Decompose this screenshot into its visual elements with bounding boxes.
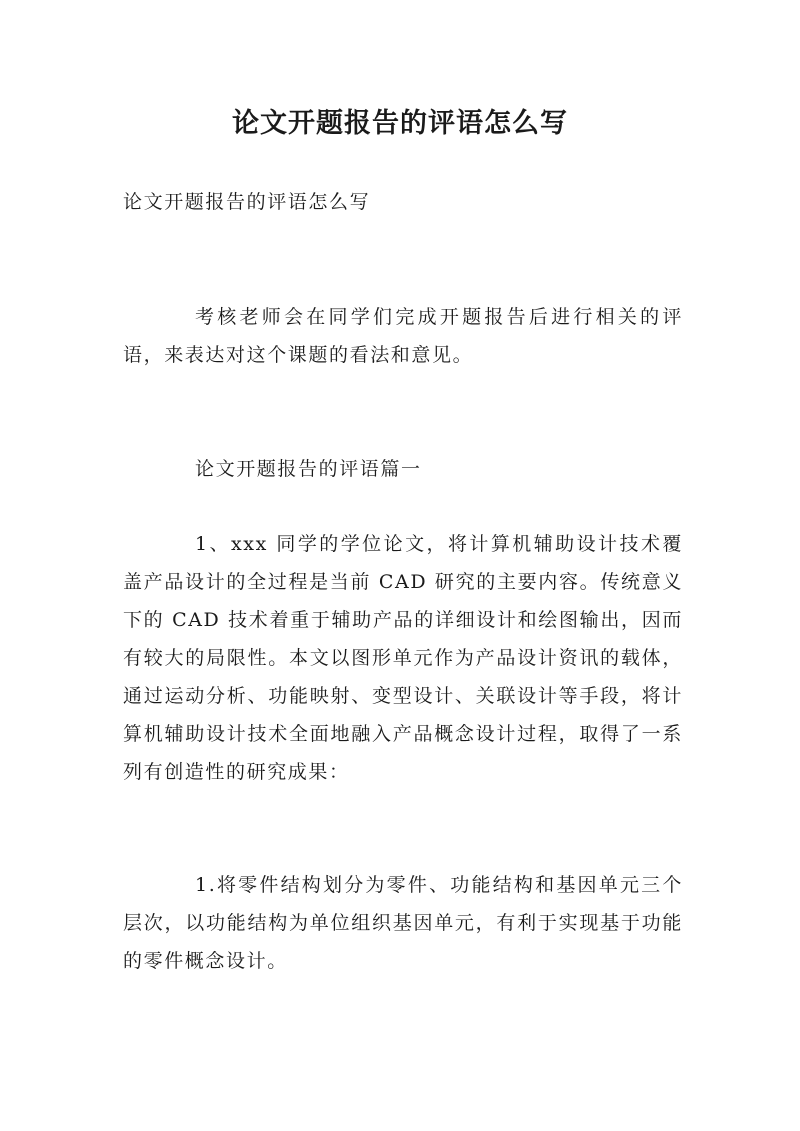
document-title: 论文开题报告的评语怎么写	[232, 108, 568, 139]
document-subtitle: 论文开题报告的评语怎么写	[123, 191, 371, 213]
section-heading: 论文开题报告的评语篇一	[195, 458, 422, 480]
intro-paragraph: 考核老师会在同学们完成开题报告后进行相关的评语，来表达对这个课题的看法和意见。	[123, 306, 683, 366]
body-paragraph: 1、xxx 同学的学位论文，将计算机辅助设计技术覆盖产品设计的全过程是当前 CAD 研究的主要内容。传统意义下的 CAD 技术着重于辅助产品的详细设计和绘图输出，因而有较大的局限性。本文以图形单元作为产品设计资讯的载体，通过运动分析、功能映射、变型设计、关联设计等手段，将计算机辅助设计技术全面地融入产品概念设计过程，取得了一系列有创造性的研究成果：	[123, 533, 683, 783]
body-paragraph: 1.将零件结构划分为零件、功能结构和基因单元三个层次，以功能结构为单位组织基因单元，有利于实现基于功能的零件概念设计。	[123, 874, 683, 972]
